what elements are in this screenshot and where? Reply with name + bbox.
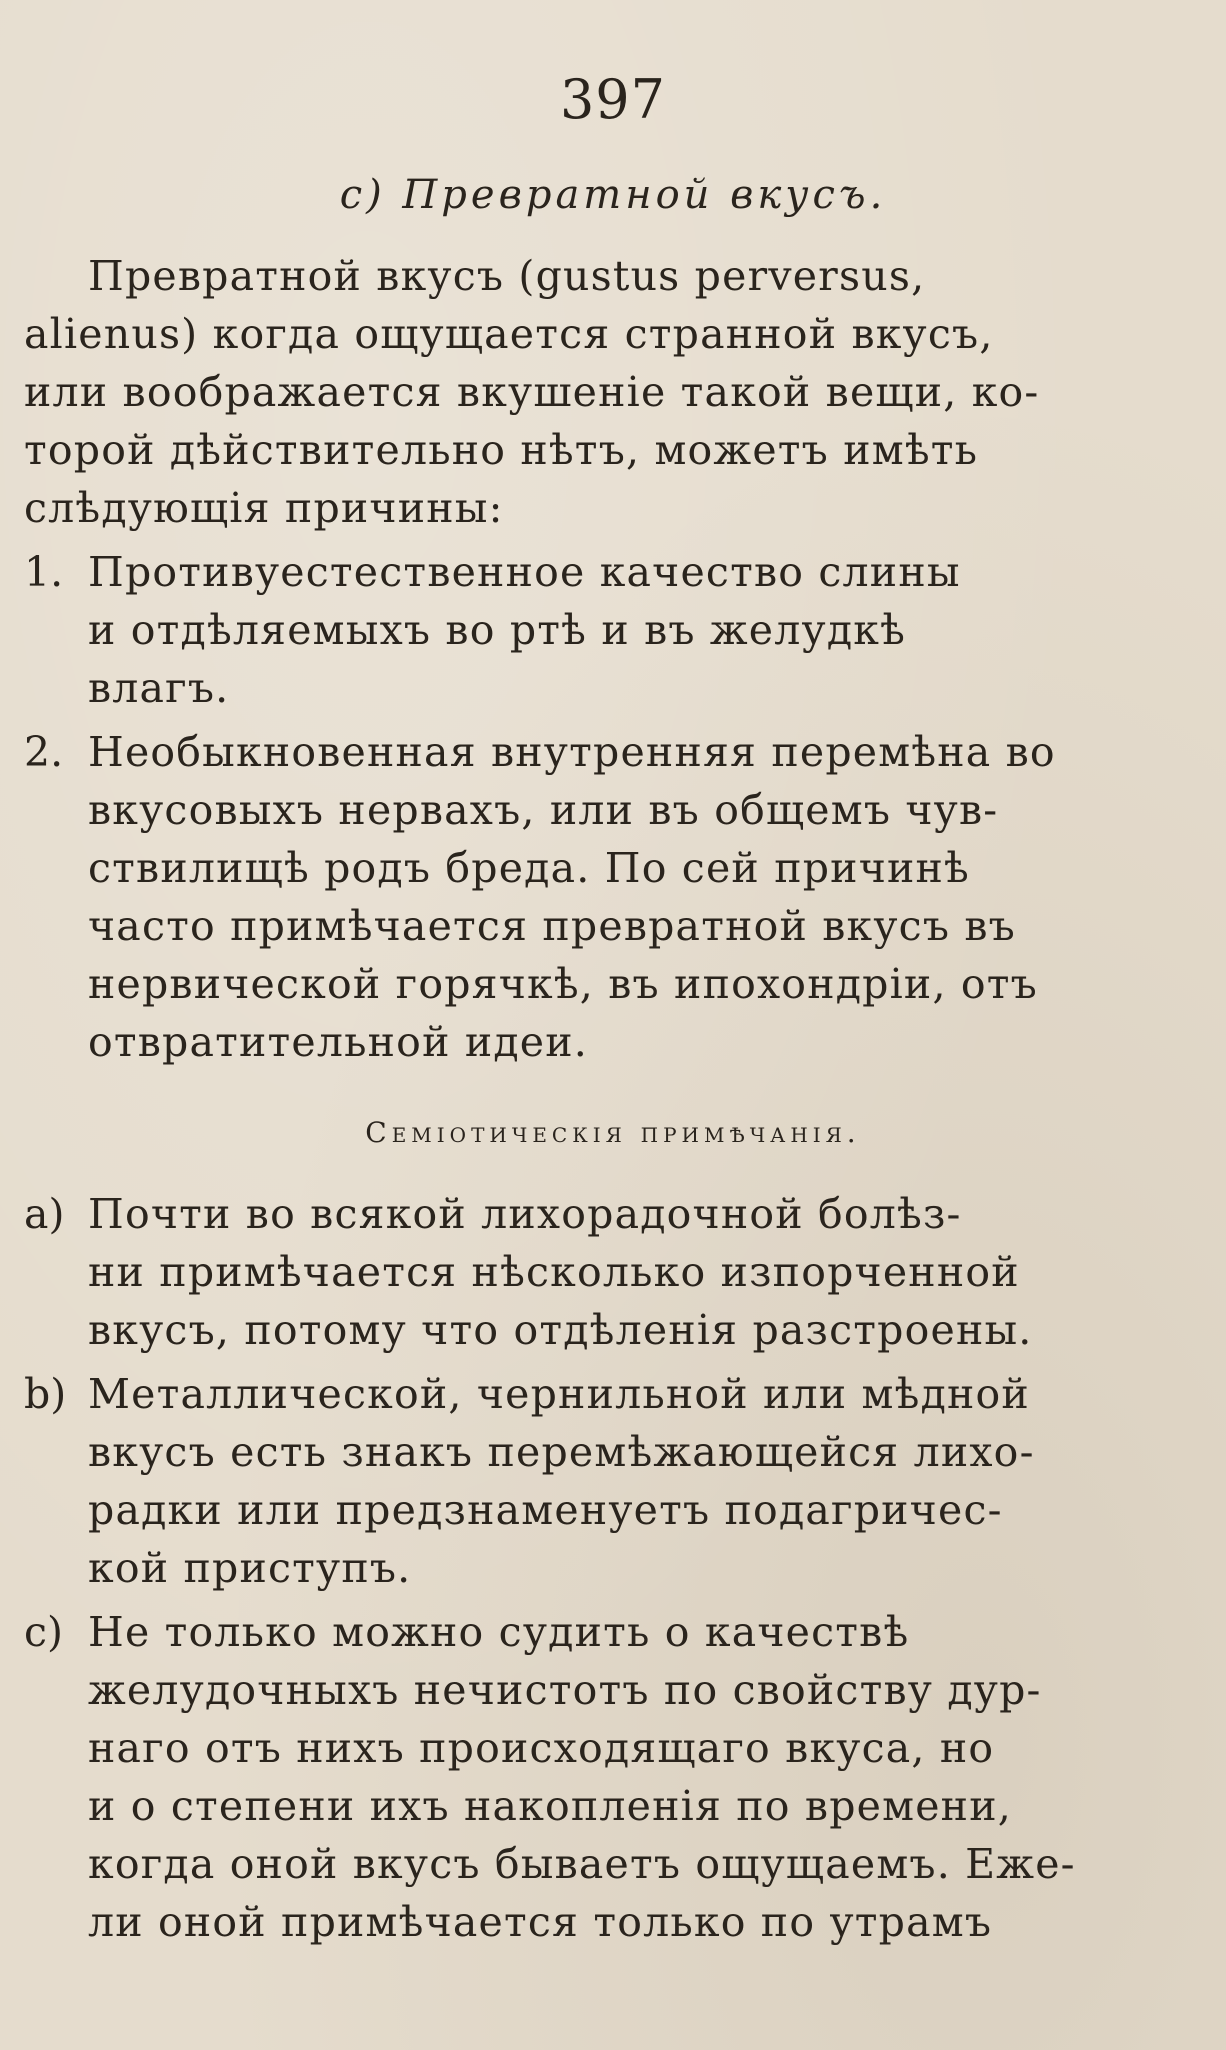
text-line: ли оной примѣчается только по утрамъ xyxy=(88,1898,993,1946)
text-line: Превратной вкусъ (gustus perversus, xyxy=(88,252,926,300)
text-line: и отдѣляемыхъ во ртѣ и въ желудкѣ xyxy=(88,606,907,654)
item-number: 2. xyxy=(24,728,64,776)
text-line: вкусовыхъ нервахъ, или въ общемъ чув- xyxy=(88,786,999,834)
text-line: влагъ. xyxy=(88,664,230,712)
text-line: желудочныхъ нечистотъ по свойству дур- xyxy=(88,1666,1042,1714)
text-line: наго отъ нихъ происходящаго вкуса, но xyxy=(88,1724,995,1772)
text-line: кой приступъ. xyxy=(88,1544,412,1592)
subheading: Семіотическія примѣчанія. xyxy=(365,1116,861,1149)
text-line: Противуестественное качество слины xyxy=(88,548,961,596)
text-line: или воображается вкушеніе такой вещи, ко- xyxy=(24,368,1040,416)
text-line: Не только можно судить о качествѣ xyxy=(88,1608,910,1656)
text-line: alienus) когда ощущается странной вкусъ, xyxy=(24,310,994,358)
text-line: вкусъ есть знакъ перемѣжающейся лихо- xyxy=(88,1428,1035,1476)
text-line: Почти во всякой лихорадочной болѣз- xyxy=(88,1190,962,1238)
text-line: нервической горячкѣ, въ ипохондріи, отъ xyxy=(88,960,1038,1008)
note-label: a) xyxy=(24,1190,65,1238)
text-line: когда оной вкусъ бываетъ ощущаемъ. Еже- xyxy=(88,1840,1076,1888)
text-line: слѣдующія причины: xyxy=(24,484,504,532)
text-line: ни примѣчается нѣсколько изпорченной xyxy=(88,1248,1020,1296)
text-line: Металлической, чернильной или мѣдной xyxy=(88,1370,1030,1418)
text-line: вкусъ, потому что отдѣленія разстроены. xyxy=(88,1306,1033,1354)
page-number: 397 xyxy=(559,68,667,131)
text-line: и о степени ихъ накопленія по времени, xyxy=(88,1782,1012,1830)
text-line: часто примѣчается превратной вкусъ въ xyxy=(88,902,1016,950)
note-label: c) xyxy=(24,1608,63,1656)
text-line: радки или предзнаменуетъ подагричес- xyxy=(88,1486,1003,1534)
item-number: 1. xyxy=(24,548,64,596)
text-line: торой дѣйствительно нѣтъ, можетъ имѣть xyxy=(24,426,979,474)
section-heading: c) Превратной вкусъ. xyxy=(339,172,887,218)
text-line: ствилищѣ родъ бреда. По сей причинѣ xyxy=(88,844,970,892)
text-line: отвратительной идеи. xyxy=(88,1018,589,1066)
note-label: b) xyxy=(24,1370,67,1418)
text-line: Необыкновенная внутренняя перемѣна во xyxy=(88,728,1056,776)
